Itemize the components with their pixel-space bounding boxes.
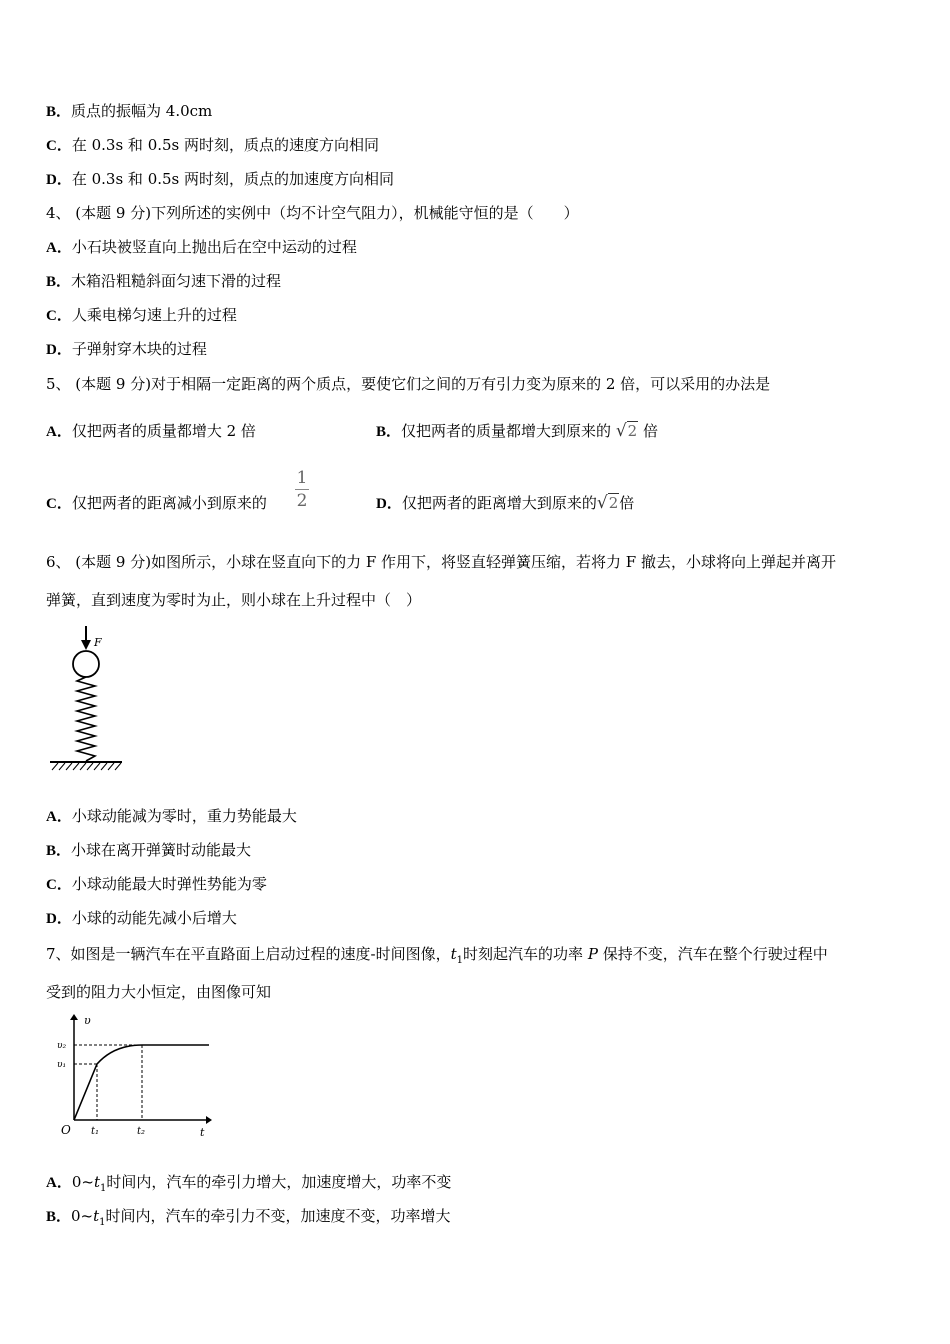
fraction-numerator: 1 [296, 468, 308, 488]
option-text: 小球的动能先减小后增大 [71, 909, 237, 927]
q6-option-d [46, 908, 237, 929]
t2-label: t₂ [137, 1126, 146, 1137]
var-subscript: 1 [456, 955, 464, 966]
v-axis-label: υ [84, 1014, 91, 1027]
option-label: D． [46, 911, 72, 927]
force-arrow-head [81, 640, 91, 650]
q5-stem: 5、 (本题 9 分)对于相隔一定距离的两个质点，要使它们之间的万有引力变为原来的 2 倍，可以采用的办法是 [46, 375, 771, 393]
q5-option-a [46, 421, 256, 442]
t-axis-label: t [200, 1126, 205, 1139]
option-label: C． [46, 496, 72, 512]
option-label: D． [46, 172, 72, 188]
option-text: 人乘电梯匀速上升的过程 [71, 306, 237, 324]
option-label: D． [46, 342, 72, 358]
option-text: 仅把两者的质量都增大到原来的 [401, 422, 612, 440]
option-text: 小球动能最大时弹性势能为零 [71, 875, 267, 893]
force-label: F [94, 636, 102, 649]
fraction-bar [295, 489, 309, 490]
option-label: A． [46, 240, 72, 256]
option-label: C． [46, 138, 72, 154]
ground-hatching [52, 763, 121, 770]
q6-option-a [46, 806, 297, 827]
sqrt-expression: √2 [596, 493, 619, 513]
v1-label: υ₁ [57, 1060, 67, 1070]
q6-option-b [46, 840, 251, 861]
option-text: 子弹射穿木块的过程 [71, 340, 207, 358]
q3-option-c [46, 135, 379, 156]
q3-option-b [46, 101, 212, 122]
option-label: B． [46, 274, 72, 290]
option-label: C． [46, 877, 72, 893]
sqrt-expression: √2 [615, 421, 638, 441]
q4-option-a [46, 237, 357, 258]
option-label: A． [46, 424, 72, 440]
q4-option-d [46, 339, 207, 360]
option-text: 在 0.3s 和 0.5s 两时刻，质点的加速度方向相同 [71, 170, 395, 188]
t-axis-arrow [206, 1116, 212, 1124]
var-t: t [93, 1207, 100, 1225]
option-label: D． [376, 496, 402, 512]
option-suffix: 倍 [619, 494, 635, 512]
ball [73, 651, 99, 677]
option-text: 仅把两者的质量都增大 2 倍 [71, 422, 256, 440]
q5-option-c [46, 493, 267, 514]
var-subscript: 1 [100, 1183, 107, 1194]
q7-stem-line1 [46, 944, 828, 971]
q4-option-c [46, 305, 237, 326]
q4-stem: 4、 (本题 9 分)下列所述的实例中（均不计空气阻力），机械能守恒的是（ ） [46, 204, 579, 222]
stem-text: 时刻起汽车的功率 [463, 945, 584, 963]
var-p: P [587, 945, 598, 963]
spring-ball-figure [46, 624, 126, 774]
velocity-time-graph [54, 1012, 214, 1140]
var-t: t [450, 945, 457, 963]
option-text: 时间内，汽车的牵引力不变，加速度不变，功率增大 [105, 1207, 451, 1225]
stem-text: 保持不变，汽车在整个行驶过程中 [602, 945, 828, 963]
option-label: B． [46, 104, 72, 120]
q5-option-d [376, 493, 634, 514]
q7-option-b [46, 1206, 451, 1233]
origin-label: O [61, 1123, 71, 1137]
spring [77, 677, 95, 761]
option-text: 木箱沿粗糙斜面匀速下滑的过程 [71, 272, 282, 290]
option-text: 小球动能减为零时，重力势能最大 [71, 807, 297, 825]
option-label: B． [46, 1209, 72, 1225]
option-label: C． [46, 308, 72, 324]
option-text: 质点的振幅为 4.0cm [71, 102, 213, 120]
fraction-one-half [293, 468, 311, 511]
option-text: 小石块被竖直向上抛出后在空中运动的过程 [71, 238, 357, 256]
option-text: 在 0.3s 和 0.5s 两时刻，质点的速度方向相同 [71, 136, 380, 154]
q7-stem-line2: 受到的阻力大小恒定，由图像可知 [46, 983, 272, 1001]
stem-text: 7、如图是一辆汽车在平直路面上启动过程的速度-时间图像， [46, 945, 451, 963]
option-label: A． [46, 1175, 72, 1191]
q6-stem-line2: 弹簧，直到速度为零时为止，则小球在上升过程中（ ） [46, 591, 422, 609]
v2-label: υ₂ [57, 1041, 67, 1051]
option-text: 仅把两者的距离减小到原来的 [71, 494, 267, 512]
fraction-denominator: 2 [296, 491, 308, 511]
option-label: B． [376, 424, 402, 440]
option-text: 时间内，汽车的牵引力增大，加速度增大，功率不变 [106, 1173, 452, 1191]
q5-option-b [376, 421, 658, 442]
t1-label: t₁ [91, 1126, 100, 1137]
option-prefix: 0~ [71, 1207, 94, 1225]
option-text: 小球在离开弹簧时动能最大 [71, 841, 252, 859]
v-axis-arrow [70, 1014, 78, 1020]
var-t: t [93, 1173, 100, 1191]
q6-option-c [46, 874, 267, 895]
q7-option-a [46, 1172, 451, 1199]
option-prefix: 0~ [71, 1173, 94, 1191]
q4-option-b [46, 271, 281, 292]
option-label: B． [46, 843, 72, 859]
q6-stem-line1: 6、 (本题 9 分)如图所示，小球在竖直向下的力 F 作用下，将竖直轻弹簧压缩，若将力 F 撤去，小球将向上弹起并离开 [46, 553, 836, 571]
q3-option-d [46, 169, 394, 190]
var-subscript: 1 [99, 1217, 106, 1228]
option-label: A． [46, 809, 72, 825]
option-text: 仅把两者的距离增大到原来的 [401, 494, 597, 512]
option-suffix: 倍 [642, 422, 658, 440]
